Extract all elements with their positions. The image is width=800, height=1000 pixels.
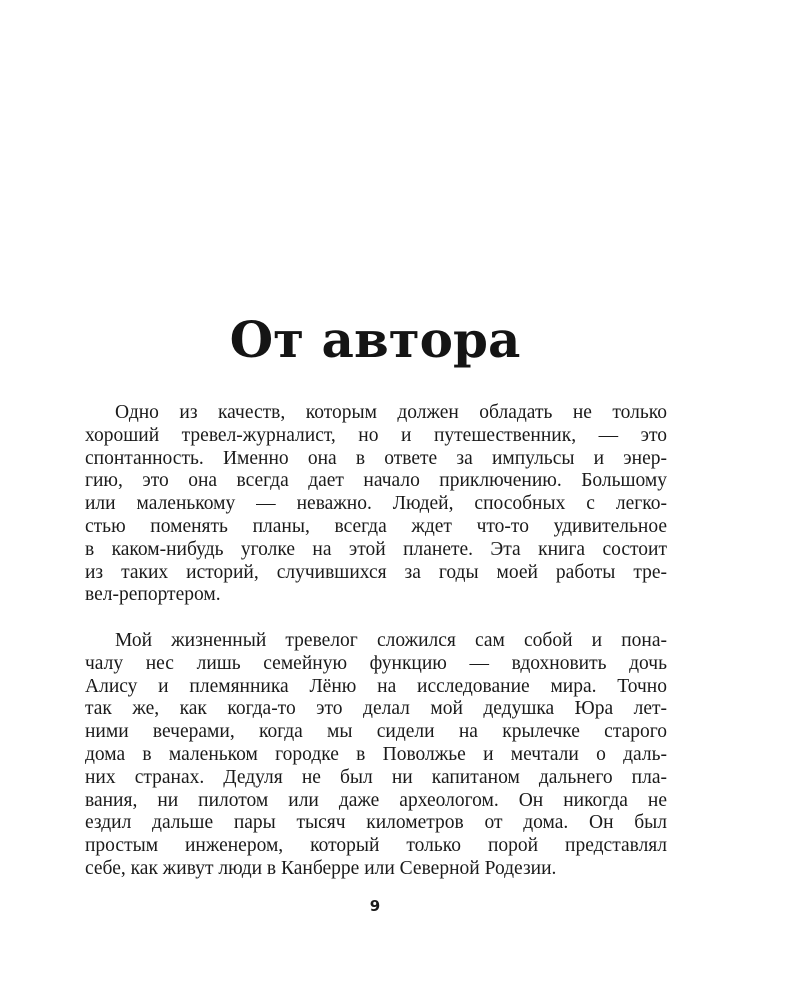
text-line: или маленькому — неважно. Людей, способных с легко- bbox=[85, 493, 667, 515]
text-line: Одно из качеств, которым должен обладать не только bbox=[115, 402, 667, 423]
text-line: простым инженером, который только порой представлял bbox=[85, 835, 667, 857]
text-line: чалу нес лишь семейную функцию — вдохновить дочь bbox=[85, 652, 667, 674]
text-line: ездил дальше пары тысяч километров от дома. Он был bbox=[85, 812, 667, 834]
text-line: стью поменять планы, всегда ждет что-то удивительное bbox=[85, 515, 667, 537]
text-line: из таких историй, случившихся за годы моей работы тре- bbox=[85, 561, 667, 583]
text-line: дома в маленьком городке в Поволжье и мечтали о даль- bbox=[85, 743, 667, 765]
paragraph-2 bbox=[85, 630, 667, 881]
text-line: в каком-нибудь уголке на этой планете. Эта книга состоит bbox=[85, 538, 667, 560]
text-line: ними вечерами, когда мы сидели на крылечке старого bbox=[85, 721, 667, 743]
chapter-title: От автора bbox=[229, 310, 521, 369]
text-line: вания, ни пилотом или даже археологом. Он никогда не bbox=[85, 789, 667, 811]
page-number: 9 bbox=[369, 897, 381, 915]
text-line: них странах. Дедуля не был ни капитаном дальнего пла- bbox=[85, 766, 667, 788]
text-line: вел-репортером. bbox=[85, 584, 221, 606]
text-line: себе, как живут люди в Канберре или Северной Родезии. bbox=[85, 857, 557, 879]
body-text bbox=[85, 402, 667, 881]
paragraph-gap bbox=[85, 607, 667, 630]
text-line: Мой жизненный тревелог сложился сам собой и пона- bbox=[115, 629, 667, 651]
text-line: спонтанность. Именно она в ответе за импульсы и энер- bbox=[85, 447, 667, 469]
paragraph-1 bbox=[85, 402, 667, 607]
text-line: гию, это она всегда дает начало приключению. Большому bbox=[85, 470, 667, 492]
text-line: хороший тревел-журналист, но и путешественник, — это bbox=[85, 424, 667, 446]
text-line: Алису и племянника Лёню на исследование мира. Точно bbox=[85, 675, 667, 697]
text-line: так же, как когда-то это делал мой дедушка Юра лет- bbox=[85, 698, 667, 720]
